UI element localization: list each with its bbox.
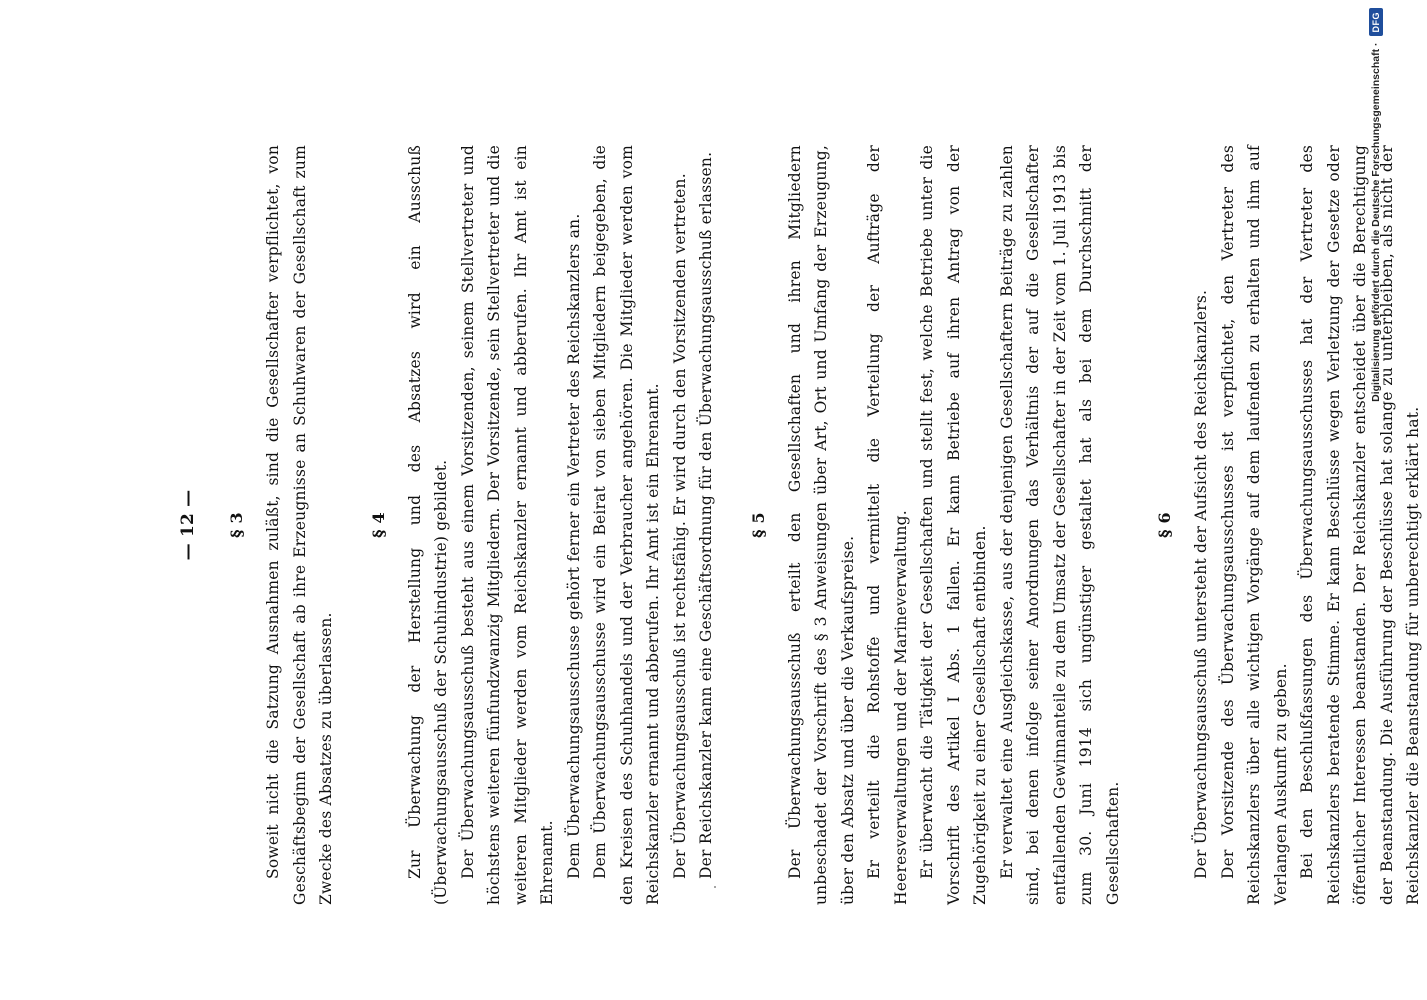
section-heading: § 6 — [1155, 512, 1174, 538]
credit-text: Digitalisierung gefördert durch die Deutsche Forschungsgemeinschaft · — [1370, 42, 1382, 402]
section-3 — [220, 145, 340, 905]
section-heading: § 4 — [368, 512, 388, 538]
digitization-credit-text-row — [1364, 8, 1388, 993]
section-heading: § 3 — [227, 512, 246, 538]
paragraph: Dem Überwachungsausschusse gehört ferner ein Vertreter des Reichskanzlers an. — [564, 213, 583, 879]
paragraph: Der Vorsitzende des Überwachungsausschusses ist verpflichtet, den Vertreter des Reichskanzlers über alle wichtigen Vorgänge auf dem laufenden zu erhalten und ihm auf Verlangen Auskunft zu geben. — [1218, 145, 1290, 905]
paragraph: Dem Überwachungsausschusse wird ein Beirat von sieben Mitgliedern beigegeben, die den Kreisen des Schuhhandels und der Verbraucher angehören. Die Mitglieder werden vom Reichskanzler ernannt und abberufen. Ihr Amt ist ein Ehrenamt. — [591, 145, 662, 905]
dfg-logo: DFG — [1369, 8, 1383, 37]
paragraph: Der Reichskanzler kann eine Geschäftsordnung für den Überwachungsausschuß erlassen. — [697, 151, 715, 879]
section-heading: § 5 — [748, 512, 768, 538]
paragraph: Der Überwachungsausschuß erteilt den Gesellschaften und ihren Mitgliedern unbeschadet der Vorschrift des § 3 Anweisungen über Art, Ort und Umfang der Erzeugung, über den Absatz und über die Verkaufspreise. — [785, 145, 857, 905]
paragraph: Er verteilt die Rohstoffe und vermittelt die Verteilung der Aufträge der Heeresverwaltungen und der Marineverwaltung. — [865, 145, 910, 905]
paragraph: Der Überwachungsausschuß besteht aus einem Vorsitzenden, seinem Stellvertreter und höchstens weiteren fünfundzwanzig Mitgliedern. Der Vorsitzende, sein Stellvertreter und die weiteren Mitglieder werden vom Reichskanzler ernannt und abberufen. Ihr Amt ist ein Ehrenamt. — [458, 145, 556, 905]
paragraph: Der Überwachungsausschuß ist rechtsfähig. Er wird durch den Vorsitzenden vertreten. — [670, 173, 689, 879]
paragraph: Er überwacht die Tätigkeit der Gesellschaften und stellt fest, welche Betriebe unter die Vorschrift des Artikel I Abs. 1 fallen. Er kann Betriebe auf ihren Antrag von der Zugehörigkeit zu einer Gesellschaft entbinden. — [918, 145, 989, 905]
scan-speck — [714, 886, 716, 888]
section-5 — [742, 145, 1127, 905]
paragraph: Soweit nicht die Satzung Ausnahmen zuläßt, sind die Gesellschafter verpflichtet, von Geschäftsbeginn der Gesellschaft ab ihre Erzeugnisse an Schuhwaren der Gesellschaft zum Zwecke des Absatzes zu überlassen. — [264, 145, 335, 905]
paragraph: Der Überwachungsausschuß untersteht der Aufsicht des Reichskanzlers. — [1192, 289, 1210, 879]
paragraph: Er verwaltet eine Ausgleichskasse, aus der denjenigen Gesellschaftern Beiträge zu zahlen sind, bei denen infolge seiner Anordnungen das Verhältnis der auf die Gesellschafter entfallenden Gewinnanteile zu dem Umsatz der Gesellschafter in der Zeit vom 1. Juli 1913 bis zum 30. Juni 1914 sich ungünstiger gestaltet hat als bei dem Durchschnitt der Gesellschaften. — [997, 145, 1122, 905]
digitization-credit — [1364, 8, 1388, 993]
paragraph: Zur Überwachung der Herstellung und des Absatzes wird ein Ausschuß (Überwachungsausschuß der Schuhindustrie) gebildet. — [405, 145, 450, 905]
section-4 — [362, 145, 720, 905]
paragraph: Bei den Beschlußfassungen des Überwachungsausschusses hat der Vertreter des Reichskanzlers beratende Stimme. Er kann Beschlüsse wegen Verletzung der Gesetze oder öffentlicher Interessen beanstanden. Der Reichskanzler entscheidet über die Berechtigung der Beanstandung. Die Ausführung der Beschlüsse hat solange zu unterbleiben, als nicht der Reichskanzler die Beanstandung für unberechtigt erklärt hat. — [1298, 145, 1422, 905]
page-number: — 12 — — [178, 489, 198, 561]
